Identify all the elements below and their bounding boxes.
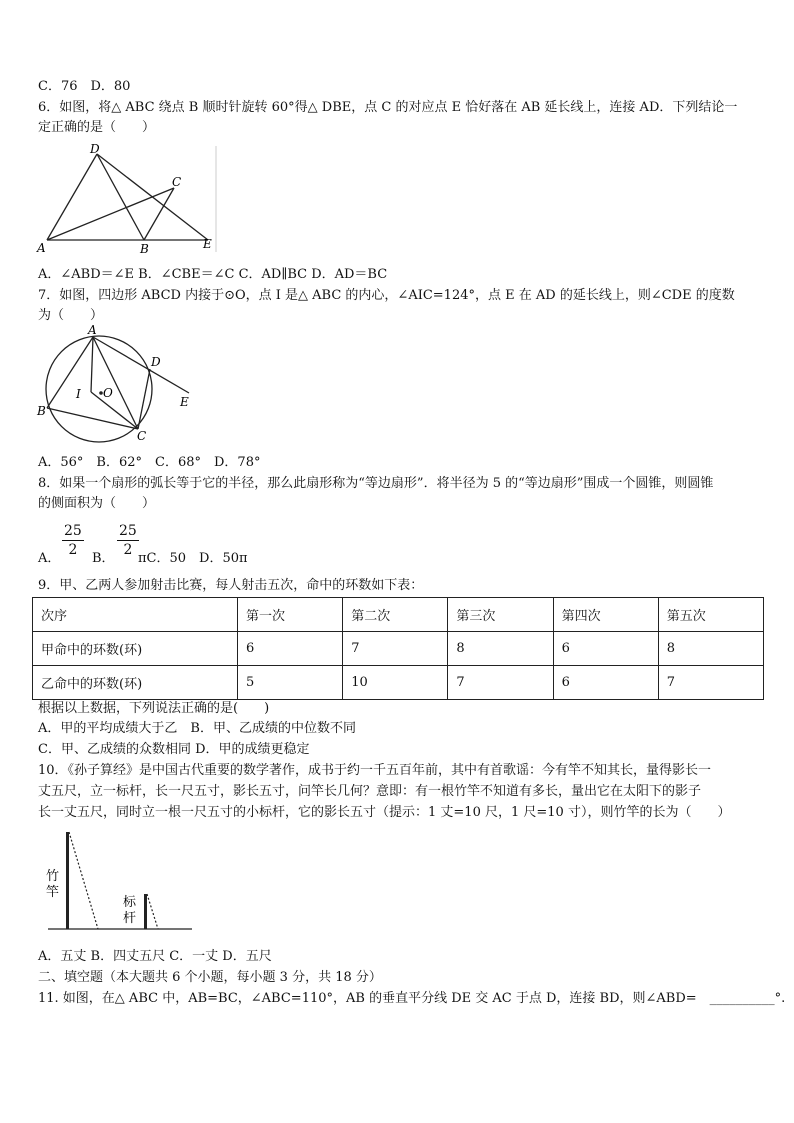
table-cell: 8 [658,632,763,666]
q10-label-marker-1: 标 [123,895,137,910]
q8-option-a-fraction [62,522,84,559]
table-header-cell: 第一次 [238,598,343,632]
q7-label-o: O [103,386,113,400]
q9-question: 根据以上数据，下列说法正确的是( ) [38,701,270,716]
q7-options: A．56° B．62° C．68° D．78° [38,455,261,470]
q10-figure [34,826,200,938]
q11-stem: 11. 如图，在△ ABC 中，AB=BC，∠ABC=110°，AB 的垂直平分线 DE 交 AC 于点 D，连接 BD，则∠ABD= __________°. [38,991,786,1006]
q7-label-e: E [180,395,189,409]
table-cell: 甲命中的环数(环) [33,632,238,666]
q7-stem-line1: 7．如图，四边形 ABCD 内接于⊙O，点 I 是△ ABC 的内心，∠AIC=124°，点 E 在 AD 的延长线上，则∠CDE 的度数 [38,288,735,303]
q10-stem-line3: 长一丈五尺，同时立一根一尺五寸的小标杆，它的影长五寸（提示：1 丈=10 尺，1 尺=10 寸），则竹竿的长为（ ） [38,805,731,820]
q10-label-pole-2: 竿 [46,885,60,900]
q6-label-e: E [203,237,212,251]
q10-label-pole-1: 竹 [46,869,60,884]
q7-label-c: C [137,429,147,443]
q6-label-c: C [172,175,182,189]
q10-stem-line2: 丈五尺，立一标杆，长一尺五寸，影长五寸，问竿长几何？意即：有一根竹竿不知道有多长，量出它在太阳下的影子 [38,784,702,799]
q6-label-d: D [90,142,100,156]
q9-intro: 9．甲、乙两人参加射击比赛，每人射击五次，命中的环数如下表： [38,578,424,593]
table-row [33,632,764,666]
q8-option-b-denominator: 2 [123,542,133,558]
q9-score-table [32,597,764,700]
q9-options-line2: C．甲、乙成绩的众数相同 D．甲的成绩更稳定 [38,742,310,757]
q8-option-b-label: B． [92,551,115,566]
table-cell: 6 [238,632,343,666]
table-header-cell: 第四次 [553,598,658,632]
q7-label-b: B [37,404,46,418]
table-cell: 8 [448,632,553,666]
table-header-cell: 第三次 [448,598,553,632]
q7-stem-line2: 为（ ） [38,308,104,323]
q7-label-a: A [88,324,97,337]
table-row [33,666,764,700]
q8-option-b-numerator: 25 [119,523,137,539]
q7-label-d: D [151,355,161,369]
table-cell: 乙命中的环数(环) [33,666,238,700]
q8-option-a-label: A． [38,551,61,566]
q8-option-a-numerator: 25 [64,523,82,539]
table-cell: 6 [553,632,658,666]
table-cell: 5 [238,666,343,700]
q6-stem-line2: 定正确的是（ ） [38,120,156,135]
q5-options: C．76 D．80 [38,79,131,94]
table-header-cell: 第二次 [343,598,448,632]
q10-options: A．五丈 B．四丈五尺 C．一丈 D．五尺 [38,949,272,964]
q7-figure [34,324,200,446]
table-cell: 7 [448,666,553,700]
q6-options: A．∠ABD＝∠E B．∠CBE＝∠C C．AD∥BC D．AD＝BC [38,267,388,282]
q8-option-a-denominator: 2 [68,542,78,558]
table-cell: 7 [343,632,448,666]
q8-stem-line2: 的侧面积为（ ） [38,496,156,511]
table-header-cell: 第五次 [658,598,763,632]
table-cell: 10 [343,666,448,700]
table-cell: 7 [658,666,763,700]
q6-label-b: B [140,242,149,256]
q6-label-a: A [37,241,46,255]
section-2-heading: 二、填空题（本大题共 6 个小题，每小题 3 分，共 18 分） [38,970,382,985]
q8-option-b-fraction [117,522,139,559]
q8-options-rest: πC．50 D．50π [138,551,248,566]
q7-label-i: I [76,387,81,401]
q10-stem-line1: 10．《孙子算经》是中国古代重要的数学著作，成书于约一千五百年前，其中有首歌谣：今有竿不知其长，量得影长一 [38,763,712,778]
table-header-row [33,598,764,632]
q10-label-marker-2: 杆 [123,911,137,926]
table-header-cell: 次序 [33,598,238,632]
q6-figure [34,142,224,256]
table-cell: 6 [553,666,658,700]
q6-stem-line1: 6．如图，将△ ABC 绕点 B 顺时针旋转 60°得△ DBE，点 C 的对应点 E 恰好落在 AB 延长线上，连接 AD．下列结论一 [38,100,738,115]
q8-stem-line1: 8．如果一个扇形的弧长等于它的半径，那么此扇形称为“等边扇形”．将半径为 5 的“等边扇形”围成一个圆锥，则圆锥 [38,476,714,491]
q9-options-line1: A．甲的平均成绩大于乙 B．甲、乙成绩的中位数不同 [38,721,356,736]
